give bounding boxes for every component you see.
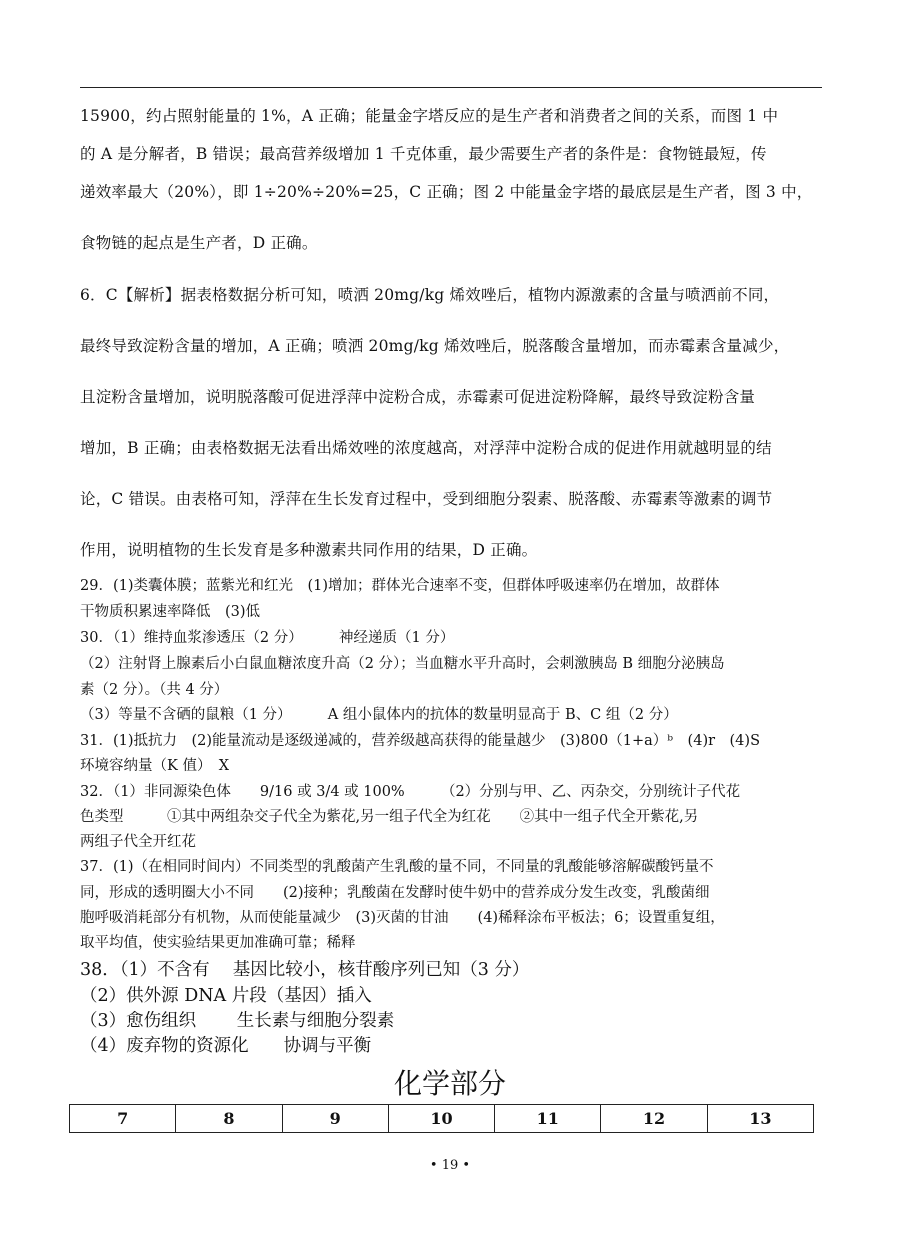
question-number-cell: 7	[70, 1105, 176, 1133]
q6-line: 作用，说明植物的生长发育是多种激素共同作用的结果，D 正确。	[80, 541, 538, 559]
q38-line: （2）供外源 DNA 片段（基因）插入	[80, 986, 372, 1006]
q38-line: （4）废弃物的资源化 协调与平衡	[80, 1036, 372, 1056]
question-number-cell: 10	[388, 1105, 494, 1133]
page-number: • 19 •	[429, 1158, 471, 1173]
q6-line: 最终导致淀粉含量的增加，A 正确；喷洒 20mg/kg 烯效唑后，脱落酸含量增加，而赤霉素含量减少，	[80, 337, 790, 355]
answer-line: 胞呼吸消耗部分有机物，从而使能量减少 (3)灭菌的甘油 (4)稀释涂布平板法；6；设置重复组，	[80, 910, 725, 926]
chemistry-answer-table	[69, 1104, 814, 1133]
q6-line: 增加，B 正确；由表格数据无法看出烯效唑的浓度越高，对浮萍中淀粉合成的促进作用就越明显的结	[80, 439, 772, 457]
q38-line: （3）愈伤组织 生长素与细胞分裂素	[80, 1011, 395, 1031]
question-number-cell: 9	[282, 1105, 388, 1133]
answer-line: 干物质积累速率降低 (3)低	[80, 604, 261, 620]
q38-line: 38．（1）不含有 基因比较小，核苷酸序列已知（3 分）	[80, 960, 530, 980]
answer-line: 32．（1）非同源染色体 9/16 或 3/4 或 100% （2）分别与甲、乙、丙杂交，分别统计子代花	[80, 784, 741, 800]
bio-prev-line: 递效率最大（20%），即 1÷20%÷20%=25，C 正确；图 2 中能量金字塔的最底层是生产者，图 3 中，	[80, 183, 813, 201]
bio-prev-line: 15900，约占照射能量的 1%，A 正确；能量金字塔反应的是生产者和消费者之间的关系，而图 1 中	[80, 107, 779, 125]
answer-line: 31．(1)抵抗力 (2)能量流动是逐级递减的，营养级越高获得的能量越少 (3)800（1+a）ᵇ (4)r (4)S	[80, 733, 761, 749]
q6-line: 论，C 错误。由表格可知，浮萍在生长发育过程中，受到细胞分裂素、脱落酸、赤霉素等激素的调节	[80, 490, 773, 508]
bio-prev-line: 的 A 是分解者，B 错误；最高营养级增加 1 千克体重，最少需要生产者的条件是：食物链最短，传	[80, 145, 767, 163]
answer-line: 两组子代全开红花	[80, 834, 196, 850]
answer-line: 37．(1)（在相同时间内）不同类型的乳酸菌产生乳酸的量不同，不同量的乳酸能够溶解碳酸钙量不	[80, 859, 714, 875]
question-number-cell: 8	[176, 1105, 282, 1133]
bio-prev-line: 食物链的起点是生产者，D 正确。	[80, 234, 318, 252]
table-row	[70, 1105, 814, 1133]
answer-line: （3）等量不含硒的鼠粮（1 分） A 组小鼠体内的抗体的数量明显高于 B、C 组（2 分）	[80, 707, 678, 723]
answer-line: （2）注射肾上腺素后小白鼠血糖浓度升高（2 分）；当血糖水平升高时，会刺激胰岛 B 细胞分泌胰岛	[80, 656, 725, 672]
answer-line: 色类型 ①其中两组杂交子代全为紫花,另一组子代全为红花 ②其中一组子代全开紫花,另	[80, 809, 699, 825]
chemistry-section-title: 化学部分	[393, 1067, 506, 1100]
question-number-cell: 12	[601, 1105, 707, 1133]
answer-line: 29．(1)类囊体膜；蓝紫光和红光 (1)增加；群体光合速率不变，但群体呼吸速率仍在增加，故群体	[80, 578, 720, 594]
q6-line: 6．C【解析】据表格数据分析可知，喷洒 20mg/kg 烯效唑后，植物内源激素的含量与喷洒前不同，	[80, 286, 780, 304]
answer-line: 环境容纳量（K 值） X	[80, 758, 230, 774]
answer-line: 30．（1）维持血浆渗透压（2 分） 神经递质（1 分）	[80, 630, 455, 646]
answer-line: 取平均值，使实验结果更加准确可靠；稀释	[80, 935, 356, 951]
answer-line: 素（2 分）。（共 4 分）	[80, 682, 229, 698]
answer-line: 同，形成的透明圈大小不同 (2)接种；乳酸菌在发酵时使牛奶中的营养成分发生改变，乳酸菌细	[80, 885, 710, 901]
q6-line: 且淀粉含量增加，说明脱落酸可促进浮萍中淀粉合成，赤霉素可促进淀粉降解，最终导致淀粉含量	[80, 388, 756, 406]
question-number-cell: 11	[495, 1105, 601, 1133]
question-number-cell: 13	[707, 1105, 813, 1133]
header-rule	[80, 87, 822, 88]
